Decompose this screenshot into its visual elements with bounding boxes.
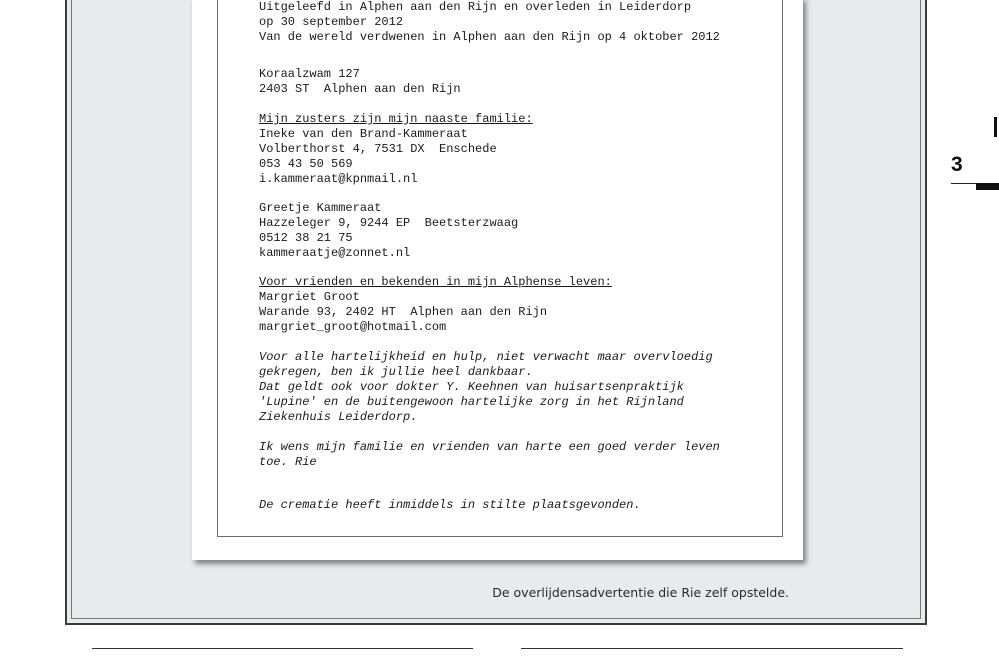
friend-line: Warande 93, 2402 HT Alphen aan den Rijn — [259, 305, 548, 319]
sisters-heading: Mijn zusters zijn mijn naaste familie: — [259, 112, 533, 126]
friend-line: margriet_groot@hotmail.com — [259, 320, 447, 334]
address-line: 2403 ST Alphen aan den Rijn — [259, 82, 461, 96]
sister2-line: Greetje Kammeraat — [259, 201, 382, 215]
edge-mark — [994, 117, 997, 137]
thanks-line: Ziekenhuis Leiderdorp. — [259, 410, 418, 424]
figure-caption: De overlijdensadvertentie die Rie zelf opstelde. — [492, 585, 789, 600]
thanks-line: gekregen, ben ik jullie heel dankbaar. — [259, 365, 533, 379]
cremation-line: De crematie heeft inmiddels in stilte plaatsgevonden. — [259, 498, 641, 512]
sister1-line: Ineke van den Brand-Kammeraat — [259, 127, 468, 141]
friends-heading: Voor vrienden en bekenden in mijn Alphense leven: — [259, 275, 612, 289]
sister2-line: Hazzeleger 9, 9244 EP Beetsterzwaag — [259, 216, 519, 230]
friend-line: Margriet Groot — [259, 290, 360, 304]
footer-rule-right — [521, 648, 903, 649]
wish-line: toe. Rie — [259, 455, 317, 469]
wish-line: Ik wens mijn familie en vrienden van harte een goed verder leven — [259, 440, 720, 454]
sister2-line: 0512 38 21 75 — [259, 231, 353, 245]
notice-line: Uitgeleefd in Alphen aan den Rijn en overleden in Leiderdorp — [259, 0, 692, 14]
thanks-line: Dat geldt ook voor dokter Y. Keehnen van huisartsenpraktijk — [259, 380, 684, 394]
sister1-line: Volberthorst 4, 7531 DX Enschede — [259, 142, 497, 156]
notice-line: op 30 september 2012 — [259, 15, 404, 29]
notice-line: Van de wereld verdwenen in Alphen aan den Rijn op 4 oktober 2012 — [259, 30, 720, 44]
page-number-tab — [976, 183, 999, 190]
address-line: Koraalzwam 127 — [259, 67, 360, 81]
thanks-line: 'Lupine' en de buitengewoon hartelijke zorg in het Rijnland — [259, 395, 684, 409]
sister1-line: 053 43 50 569 — [259, 157, 353, 171]
footer-rule-left — [92, 648, 473, 649]
sister2-line: kammeraatje@zonnet.nl — [259, 246, 411, 260]
page-number: 3 — [951, 153, 963, 176]
page-number-rule — [951, 183, 977, 184]
thanks-line: Voor alle hartelijkheid en hulp, niet verwacht maar overvloedig — [259, 350, 713, 364]
sister1-line: i.kammeraat@kpnmail.nl — [259, 172, 418, 186]
